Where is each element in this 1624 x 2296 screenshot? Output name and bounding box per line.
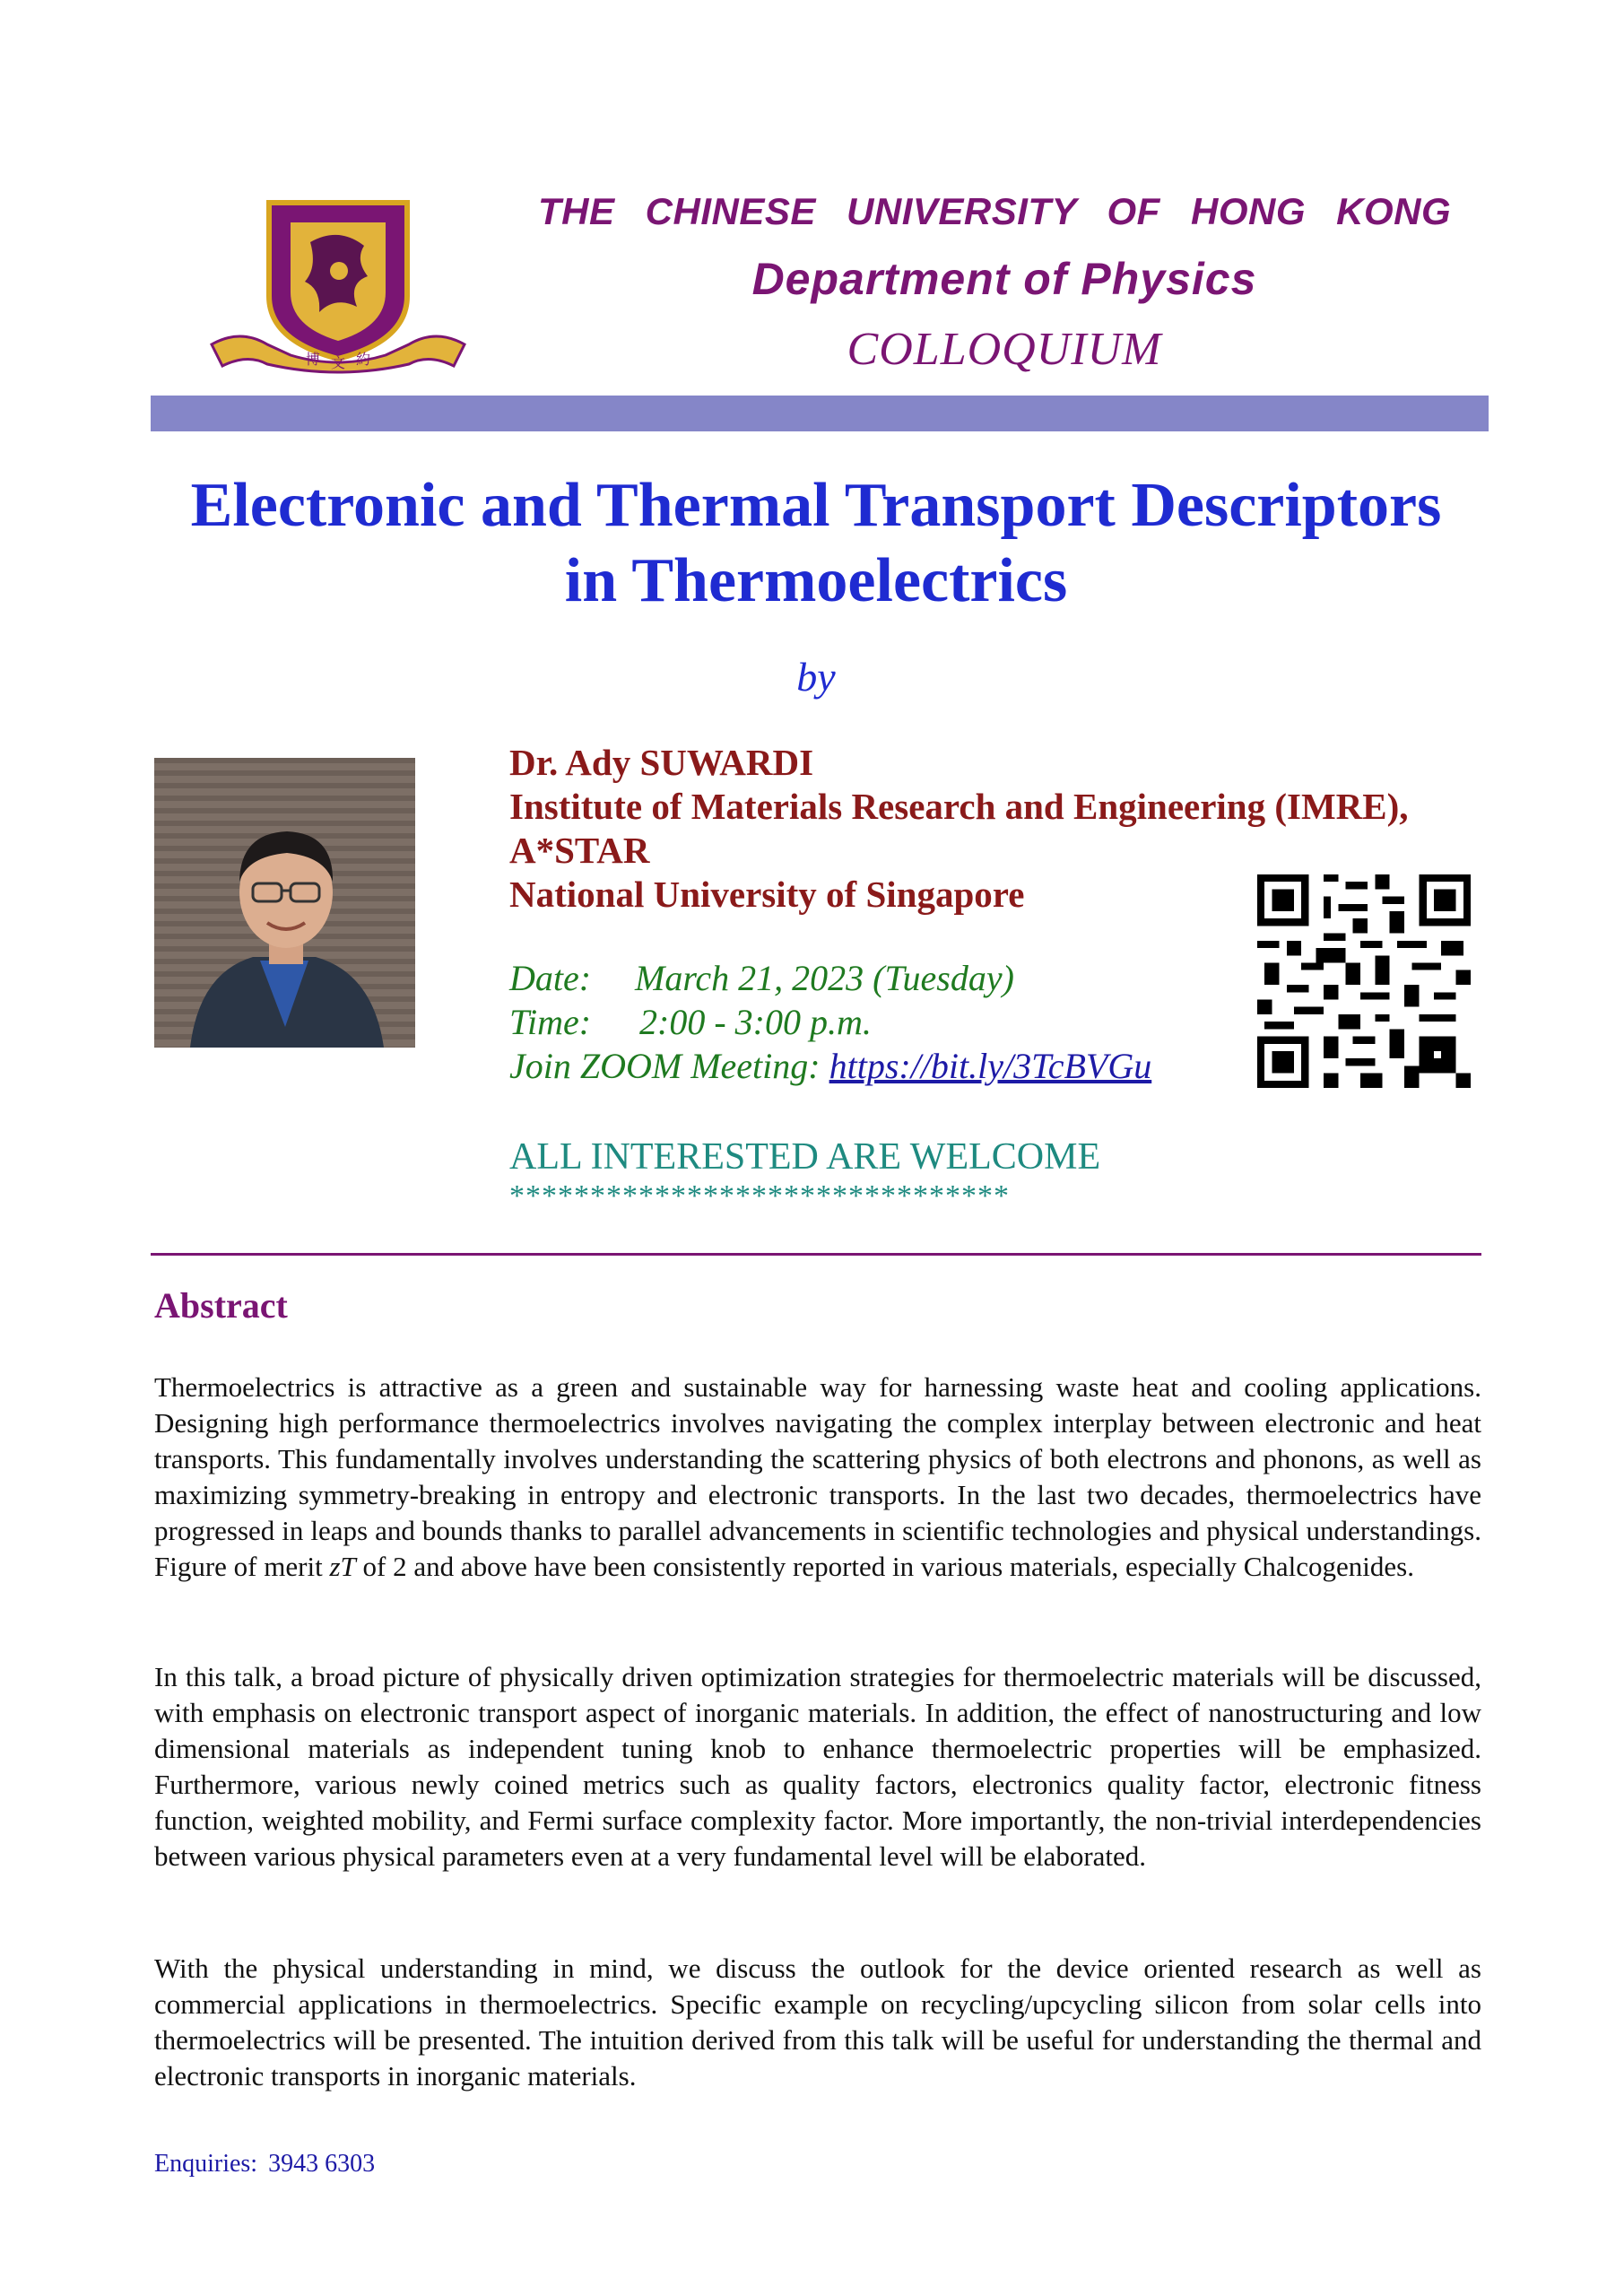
section-divider xyxy=(151,1253,1481,1256)
time-value: 2:00 - 3:00 p.m. xyxy=(639,1002,872,1042)
talk-title-line1: Electronic and Thermal Transport Descriptors xyxy=(190,471,1442,540)
speaker-affiliation-3: National University of Singapore xyxy=(509,874,1025,915)
time-label: Time: xyxy=(509,1002,592,1042)
speaker-affiliation-2: A*STAR xyxy=(509,830,650,871)
event-details xyxy=(509,956,1316,1088)
speaker-name: Dr. Ady SUWARDI xyxy=(509,742,814,783)
speaker-photo xyxy=(154,758,415,1048)
welcome-text: ALL INTERESTED ARE WELCOME xyxy=(509,1136,1101,1178)
abstract-p1-zt: zT xyxy=(329,1551,356,1582)
abstract-paragraph-2: In this talk, a broad picture of physically driven optimization strategies for thermoelectric materials will be discussed, with emphasis on electronic transport aspect of inorganic materials. In addition, the effect of nanostructuring and low dimensional materials as independent tuning knob to enhance thermoelectric properties will be emphasized. Furthermore, various newly coined metrics such as quality factors, electronics quality factor, electronic fitness function, weighted mobility, and Fermi surface complexity factor. More importantly, the non-trivial interdependencies between various physical parameters even at a very fundamental level will be elaborated. xyxy=(154,1661,1481,1872)
zoom-row xyxy=(509,1044,1316,1088)
department-name: Department of Physics xyxy=(751,254,1257,304)
date-label: Date: xyxy=(509,958,592,998)
header-band xyxy=(151,396,1489,431)
cuhk-crest-logo xyxy=(204,196,472,378)
zoom-link[interactable]: https://bit.ly/3TcBVGu xyxy=(829,1046,1152,1086)
enquiries-label: Enquiries: xyxy=(154,2150,258,2178)
enquiries xyxy=(154,2150,375,2179)
speaker-affiliation-1: Institute of Materials Research and Engineering (IMRE), xyxy=(509,786,1409,827)
date-value: March 21, 2023 (Tuesday) xyxy=(635,958,1014,998)
abstract-p1-text: Thermoelectrics is attractive as a green and sustainable way for harnessing waste heat and cooling applications. Designing high performance thermoelectrics involves navigating the complex interplay between electronic and heat transports. This fundamentally involves understanding the scattering physics of both electrons and phonons, as well as maximizing symmetry-breaking in entropy and electronic transports. In the last two decades, thermoelectrics have progressed in leaps and bounds thanks to parallel advancements in scientific technologies and physical understandings. Figure of merit xyxy=(154,1371,1481,1582)
talk-title xyxy=(108,468,1524,619)
zoom-label: Join ZOOM Meeting: xyxy=(509,1046,821,1086)
svg-text:博: 博 xyxy=(306,351,321,368)
talk-title-line2: in Thermoelectrics xyxy=(564,546,1068,615)
time-row xyxy=(509,1000,1316,1044)
university-name: THE CHINESE UNIVERSITY OF HONG KONG xyxy=(538,190,1452,232)
by-label: by xyxy=(796,654,836,700)
abstract-paragraph-3: With the physical understanding in mind, we discuss the outlook for the device oriented research as well as commercial applications in thermoelectrics. Specific example on recycling/upcycling silicon from solar cells into thermoelectrics will be presented. The intuition derived from this talk will be useful for understanding the thermal and electronic transports in inorganic materials. xyxy=(154,1952,1481,2092)
welcome-stars: ******************************* xyxy=(509,1179,1010,1213)
abstract-paragraph-1 xyxy=(154,1370,1481,1585)
abstract-heading: Abstract xyxy=(154,1285,288,1326)
enquiries-number: 3943 6303 xyxy=(268,2150,376,2178)
svg-text:約: 約 xyxy=(356,351,371,368)
abstract-p1-end: of 2 and above have been consistently reported in various materials, especially Chalcogenides. xyxy=(362,1551,1414,1582)
event-type: COLLOQUIUM xyxy=(847,324,1162,375)
date-row xyxy=(509,956,1316,1000)
svg-text:文: 文 xyxy=(331,354,346,371)
